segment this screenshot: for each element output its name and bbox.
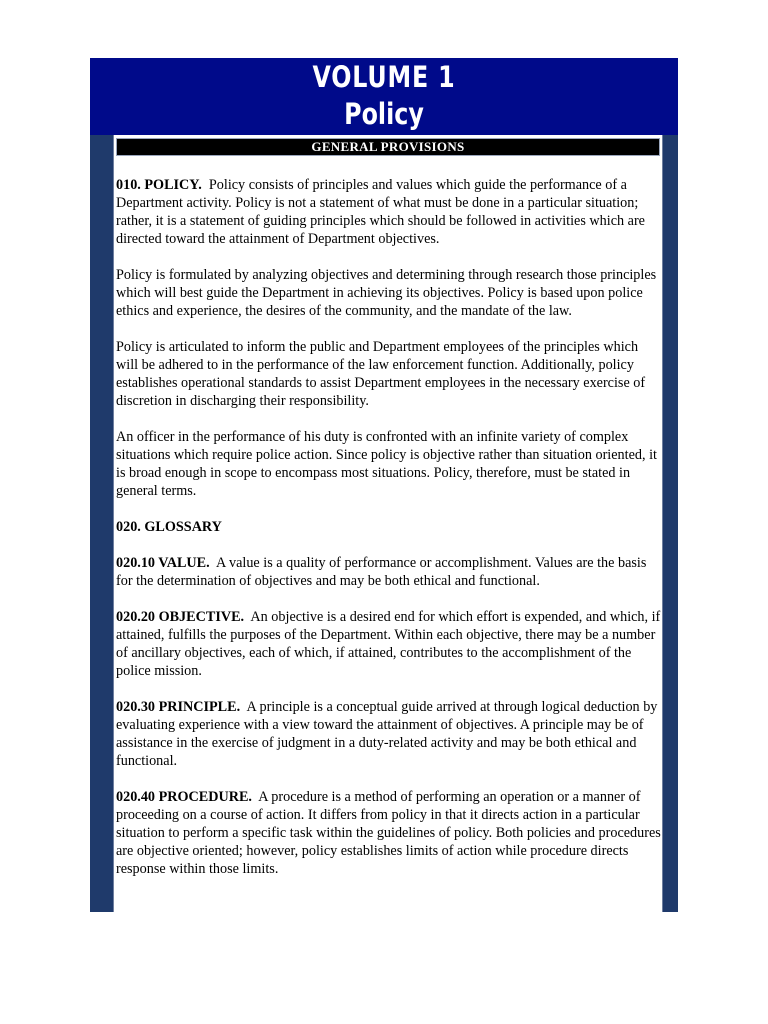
paragraph-text: An officer in the performance of his duty is confronted with an infinite variety of complex situations which require police action. Since policy is objective rather than situation oriented, it is broad enough in scope to encompass most situations. Policy, therefore, must be stated in general terms.: [116, 429, 657, 499]
document-frame: [90, 58, 678, 912]
volume-title: VOLUME 1: [312, 60, 456, 94]
paragraph-text: Policy is formulated by analyzing objectives and determining through research those principles which will best guide the Department in achieving its objectives. Policy is based upon police ethics and experience, the desires of the community, and the mandate of the law.: [116, 267, 657, 319]
volume-banner: [90, 58, 678, 135]
paragraph-020-glossary: [116, 518, 662, 536]
paragraph-policy-articulated: [116, 338, 662, 410]
paragraph-020-10-value: [116, 554, 662, 590]
section-title: GENERAL PROVISIONS: [116, 138, 660, 156]
paragraph-heading: 020.40 PROCEDURE.: [116, 789, 252, 805]
paragraph-020-20-objective: [116, 608, 662, 680]
paragraph-heading: 020.30 PRINCIPLE.: [116, 699, 241, 715]
document-body: [113, 135, 663, 912]
volume-subtitle: Policy: [344, 97, 424, 131]
paragraph-text: An objective is a desired end for which effort is expended, and which, if attained, fulfills the purposes of the Department. Within each objective, there may be a number of ancillary objectives, each of which, if attained, contributes to the accomplishment of the police mission.: [116, 609, 661, 679]
paragraph-heading: 020.10 VALUE.: [116, 555, 210, 571]
paragraph-text: A principle is a conceptual guide arrived at through logical deduction by evaluating experience with a view toward the attainment of objectives. A principle may be of assistance in the exercise of judgment in a duty-related activity and may be both ethical and functional.: [116, 699, 658, 769]
paragraph-text: Policy is articulated to inform the public and Department employees of the principles which will be adhered to in the performance of the law enforcement function. Additionally, policy establishes operational standards to assist Department employees in the necessary exercise of discretion in discharging their responsibility.: [116, 339, 646, 409]
paragraph-text: A procedure is a method of performing an operation or a manner of proceeding on a course of action. It differs from policy in that it directs action in a particular situation to perform a specific task within the guidelines of policy. Both policies and procedures are objective oriented; however, policy establishes limits of action while procedure directs response within those limits.: [116, 789, 661, 877]
paragraph-officer-duty: [116, 428, 662, 500]
paragraph-policy-formulated: [116, 266, 662, 320]
paragraph-heading: 010. POLICY.: [116, 177, 202, 193]
paragraph-020-30-principle: [116, 698, 662, 770]
paragraph-010-policy: [116, 176, 662, 248]
paragraph-text: A value is a quality of performance or accomplishment. Values are the basis for the determination of objectives and may be both ethical and functional.: [116, 555, 647, 589]
paragraph-text: Policy consists of principles and values which guide the performance of a Department activity. Policy is not a statement of what must be done in a particular situation; rather, it is a statement of guiding principles which should be followed in activities which are directed toward the attainment of Department objectives.: [116, 177, 645, 247]
paragraph-heading: 020.20 OBJECTIVE.: [116, 609, 245, 625]
document-content: [116, 176, 662, 896]
paragraph-020-40-procedure: [116, 788, 662, 878]
paragraph-heading: 020. GLOSSARY: [116, 519, 222, 535]
